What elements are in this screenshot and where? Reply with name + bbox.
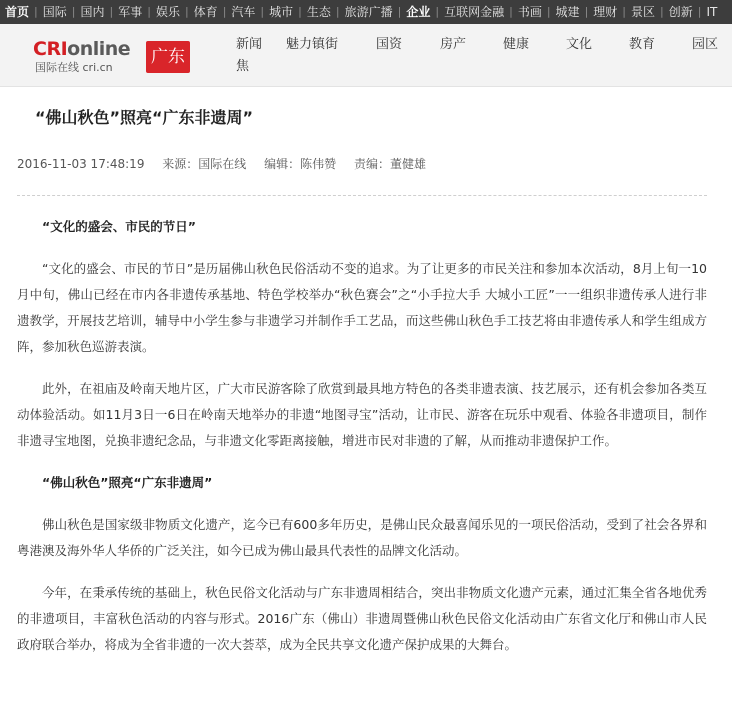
- subnav-item-real-estate[interactable]: 房产: [440, 37, 467, 52]
- section-heading: “佛山秋色”照亮“广东非遗周”: [42, 475, 213, 490]
- nav-item-ecology[interactable]: 生态: [306, 5, 331, 19]
- article-editor: 编辑：陈伟赞: [264, 157, 337, 171]
- nav-item-enterprise[interactable]: 企业: [406, 5, 431, 19]
- paragraph-gap: [17, 564, 707, 580]
- nav-item-domestic[interactable]: 国内: [80, 5, 105, 19]
- nav-item-home[interactable]: 首页: [5, 5, 30, 19]
- nav-separator: |: [546, 5, 551, 18]
- nav-item-internet-finance[interactable]: 互联网金融: [444, 5, 505, 19]
- nav-separator: |: [397, 5, 402, 18]
- section-heading: “文化的盛会、市民的节日”: [42, 219, 196, 234]
- nav-separator: |: [147, 5, 151, 18]
- subnav-item-education[interactable]: 教育: [629, 37, 656, 52]
- article-paragraph: “文化的盛会、市民的节日”是历届佛山秋色民俗活动不变的追求。为了让更多的市民关注和参加本次活动，8月上旬一10月中旬，佛山已经在市内各非遗传承基地、特色学校举办“秋色赛会”之“小手拉大手 大城小工匠”一一组织非遗传承人进行非遗教学，开展技艺培训，辅导中小学生参与非遗学习并制作手工艺品，而这些佛山秋色手工技艺将由非遗传承人和学生组成方阵，参加秋色巡游表演。: [17, 261, 707, 354]
- nav-separator: |: [184, 5, 189, 18]
- paragraph-gap: [17, 240, 707, 256]
- subnav-item-state-assets[interactable]: 国资: [376, 37, 403, 52]
- subnav-item-health[interactable]: 健康: [503, 37, 530, 52]
- nav-item-urban-construction[interactable]: 城建: [555, 5, 580, 19]
- article-body: [17, 214, 707, 658]
- subnav-item-news[interactable]: 新闻焦: [236, 37, 263, 74]
- subnav-item-parks[interactable]: 园区: [692, 37, 719, 52]
- nav-separator: |: [660, 5, 664, 18]
- nav-separator: |: [34, 5, 38, 18]
- region-badge-guangdong[interactable]: 广东: [146, 41, 190, 73]
- nav-item-wealth[interactable]: 理财: [593, 5, 618, 19]
- nav-separator: |: [509, 5, 513, 18]
- subnav-item-towns[interactable]: 魅力镇街: [286, 37, 339, 52]
- meta-divider: [17, 195, 707, 196]
- nav-separator: |: [697, 5, 702, 18]
- paragraph-gap: [17, 360, 707, 376]
- subnav-item-culture[interactable]: 文化: [566, 37, 593, 52]
- nav-separator: |: [335, 5, 340, 18]
- channel-subnav: [0, 24, 732, 86]
- logo-subtitle: 国际在线 cri.cn: [35, 61, 113, 74]
- article-title: “佛山秋色”照亮“广东非遗周”: [35, 108, 254, 127]
- nav-separator: |: [584, 5, 589, 18]
- nav-separator: |: [222, 5, 227, 18]
- nav-separator: |: [435, 5, 440, 18]
- article-date: 2016-11-03 17:48:19: [17, 157, 145, 171]
- paragraph-gap: [17, 454, 707, 470]
- nav-separator: |: [260, 5, 265, 18]
- nav-separator: |: [71, 5, 76, 18]
- nav-item-auto[interactable]: 汽车: [231, 5, 256, 19]
- nav-separator: |: [298, 5, 302, 18]
- top-nav-bar: [0, 0, 732, 24]
- nav-item-military[interactable]: 军事: [118, 5, 143, 19]
- nav-item-innovation[interactable]: 创新: [668, 5, 693, 19]
- article-paragraph: 佛山秋色是国家级非物质文化遗产，迄今已有600多年历史，是佛山民众最喜闻乐见的一项民俗活动，受到了社会各界和粤港澳及海外华人华侨的广泛关注，如今已成为佛山最具代表性的品牌文化活动。: [17, 517, 707, 558]
- nav-item-international[interactable]: 国际: [42, 5, 67, 19]
- nav-item-calligraphy[interactable]: 书画: [517, 5, 542, 19]
- nav-item-sports[interactable]: 体育: [193, 5, 218, 19]
- paragraph-gap: [17, 496, 707, 512]
- nav-item-it[interactable]: IT: [706, 5, 718, 19]
- nav-item-scenic[interactable]: 景区: [631, 5, 656, 19]
- article-source: 来源：国际在线: [162, 157, 247, 171]
- article-paragraph: 此外，在祖庙及岭南天地片区，广大市民游客除了欣赏到最具地方特色的各类非遗表演、技艺展示，还有机会参加各类互动体验活动。如11月3日一6日在岭南天地举办的非遗“地图寻宝”活动，让市民、游客在玩乐中观看、体验各非遗项目，制作非遗寻宝地图，兑换非遗纪念品，与非遗文化零距离接触，增进市民对非遗的了解，从而推动非遗保护工作。: [17, 381, 707, 448]
- article-responsible-editor: 责编：董健雄: [353, 157, 426, 171]
- nav-item-travel-radio[interactable]: 旅游广播: [344, 5, 393, 19]
- article-meta: [17, 155, 440, 172]
- logo-wordmark: CRIonline: [33, 38, 131, 60]
- nav-item-entertainment[interactable]: 娱乐: [155, 5, 180, 19]
- site-header: [0, 24, 732, 87]
- nav-item-city[interactable]: 城市: [269, 5, 294, 19]
- nav-separator: |: [109, 5, 114, 18]
- article-paragraph: 今年，在秉承传统的基础上，秋色民俗文化活动与广东非遗周相结合，突出非物质文化遗产元素，通过汇集全省各地优秀的非遗项目，丰富秋色活动的内容与形式。2016广东（佛山）非遗周暨佛山秋色民俗文化活动由广东省文化厅和佛山市人民政府联合举办，将成为全省非遗的一次大荟萃，成为全民共享文化遗产保护成果的大舞台。: [17, 585, 707, 652]
- nav-separator: |: [622, 5, 627, 18]
